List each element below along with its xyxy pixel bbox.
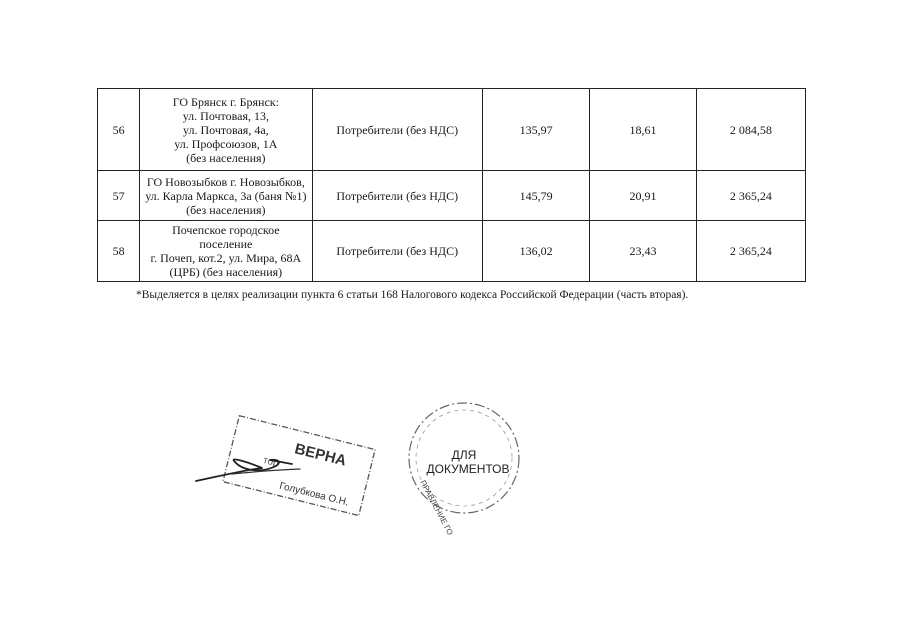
value-cell-2: 20,91 [590, 171, 697, 221]
value-cell-2: 18,61 [590, 89, 697, 171]
value-cell-1: 145,79 [482, 171, 589, 221]
row-number: 57 [98, 171, 140, 221]
location-line: Почепское городское поселение [172, 223, 280, 251]
location-line: (без населения) [186, 202, 266, 217]
row-number: 58 [98, 221, 140, 282]
consumer-category: Потребители (без НДС) [312, 171, 482, 221]
location-line: ГО Новозыбков г. Новозыбков, [146, 174, 305, 189]
seal-arc-text: ПРАВЛЕНИЕ ГО [418, 478, 455, 537]
stamp-name: Голубкова О.Н. [278, 480, 350, 509]
location-line: (без населения) [186, 150, 266, 165]
footnote: *Выделяется в целях реализации пункта 6 статьи 168 Налогового кодекса Российской Федерации (часть вторая). [136, 289, 689, 301]
certified-copy-stamp [223, 416, 375, 516]
location-line: г. Почеп, кот.2, ул. Мира, 68А [150, 251, 302, 265]
value-cell-3: 2 365,24 [696, 221, 805, 282]
value-cell-3: 2 365,24 [696, 171, 805, 221]
seal-line-1: ДЛЯ [451, 448, 477, 462]
seal-line-2: ДОКУМЕНТОВ [426, 462, 510, 476]
value-cell-3: 2 084,58 [696, 89, 805, 171]
value-cell-2: 23,43 [590, 221, 697, 282]
stamp-title: ВЕРНА [292, 440, 349, 470]
location-line: ул. Карла Маркса, 3а (баня №1) [145, 188, 307, 203]
value-cell-1: 136,02 [482, 221, 589, 282]
round-seal [409, 403, 519, 537]
stamp-role: тор [261, 454, 280, 470]
consumer-category: Потребители (без НДС) [312, 221, 482, 282]
location-line: ул. Почтовая, 13, [182, 108, 269, 123]
location-line: ул. Профсоюзов, 1А [174, 136, 278, 151]
stamp-border [223, 416, 375, 516]
consumer-category: Потребители (без НДС) [312, 89, 482, 171]
location-line: ГО Брянск г. Брянск: [172, 94, 279, 109]
location-line: ул. Почтовая, 4а, [183, 122, 269, 137]
value-cell-1: 135,97 [482, 89, 589, 171]
location-line: (ЦРБ) (без населения) [169, 265, 283, 279]
row-number: 56 [98, 89, 140, 171]
